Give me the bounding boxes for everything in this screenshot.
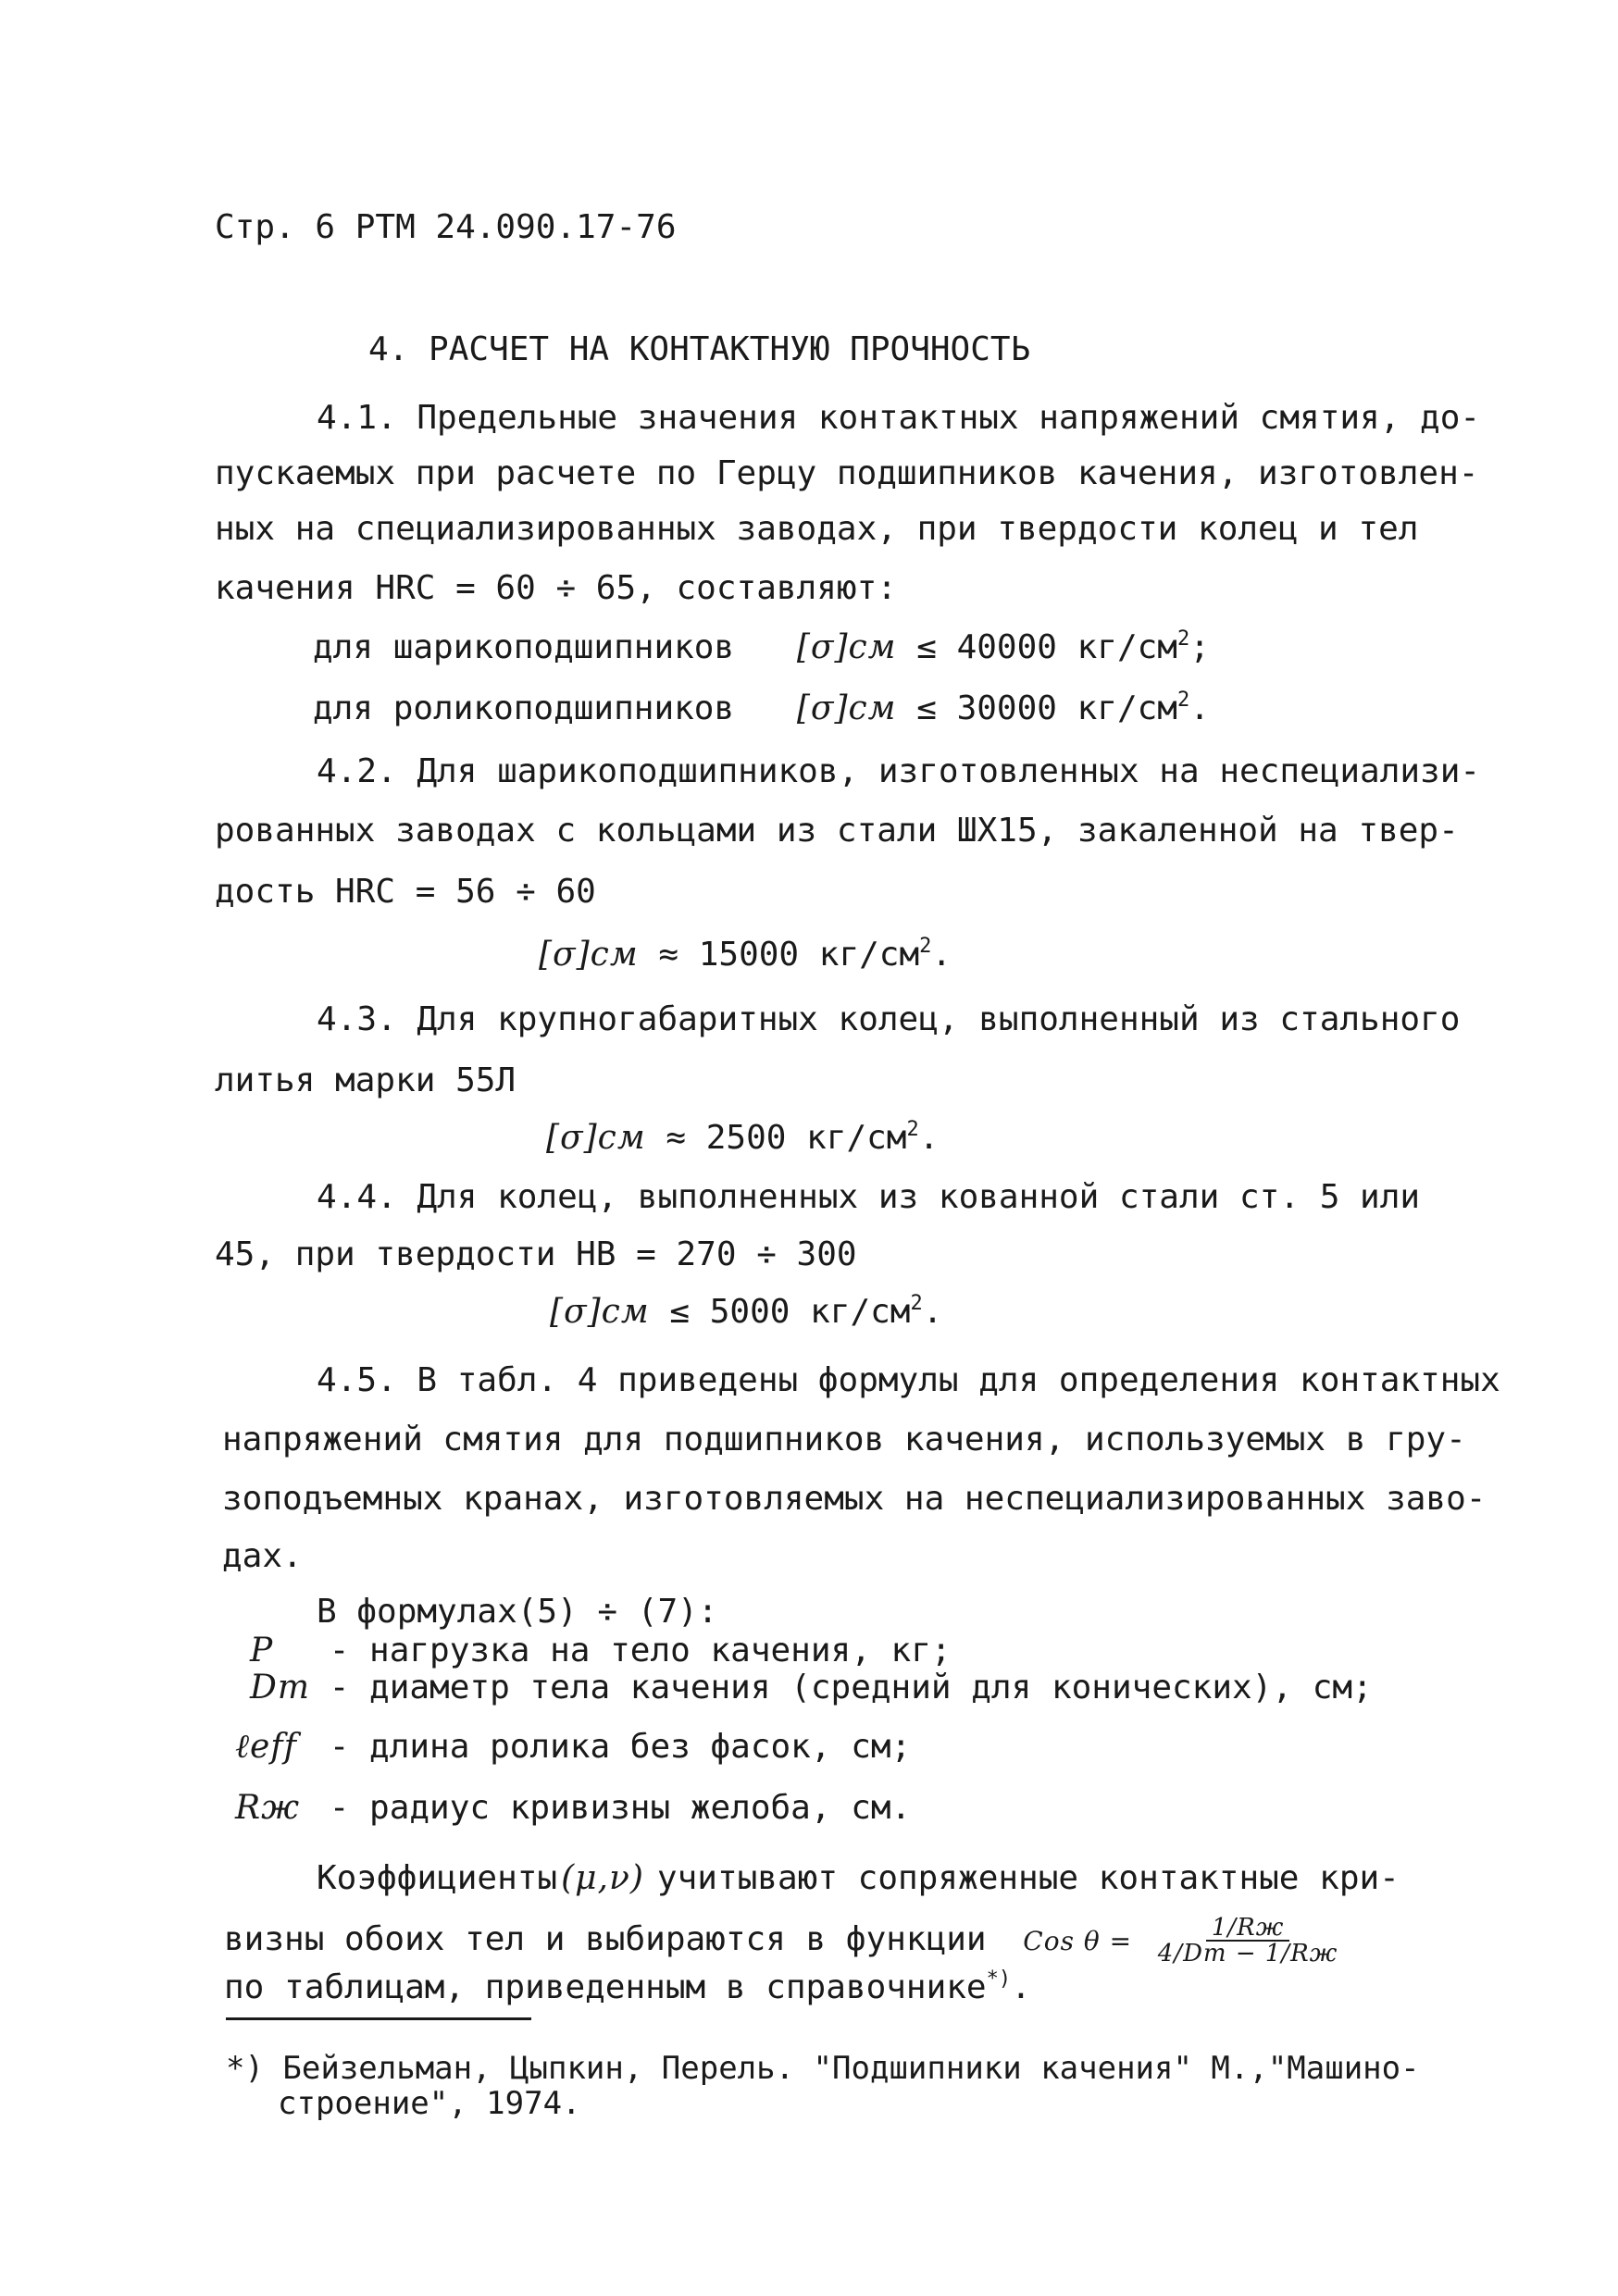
cos-label: Cos θ = [1023,1926,1133,1956]
roller-symbol: [σ]см [796,689,897,727]
ball-end: ; [1189,628,1210,666]
p44-line2: 45, при твердости HB = 270 ÷ 300 [215,1235,857,1273]
coef-line2-text: визны обоих тел и выбираются в функции [224,1920,987,1958]
def-radius-text: - радиус кривизны желоба, см. [329,1789,912,1827]
footnote-marker: *) [986,1967,1012,1991]
def-diameter-text: - диаметр тела качения (средний для конических), см; [329,1669,1373,1706]
def-length [235,1728,912,1766]
cos-numerator: 1/Rж [1206,1916,1289,1942]
p45-line2: напряжений смятия для подшипников качения, используемых в гру- [222,1421,1466,1458]
p44-symbol: [σ]см [550,1293,650,1331]
p42-value: ≈ 15000 кг/см [658,936,920,974]
p44-exp: 2 [910,1292,923,1315]
p44-formula [550,1294,942,1329]
p42-line1: 4.2. Для шарикоподшипников, изготовленных на неспециализи- [317,752,1481,790]
p44-end: . [922,1293,943,1331]
p45-line3: зоподъемных кранах, изготовляемых на неспециализированных заво- [222,1480,1487,1518]
p45-line1: 4.5. В табл. 4 приведены формулы для определения контактных [317,1361,1500,1399]
p44-value: ≤ 5000 кг/см [669,1293,911,1331]
coef-end: . [1011,1968,1031,2006]
ball-exp: 2 [1176,627,1190,651]
p42-line2: рованных заводах с кольцами из стали ШХ15, закаленной на твер- [215,812,1459,850]
p43-line2: литья марки 55Л [215,1061,517,1099]
def-radius [235,1789,912,1827]
def-diameter-symbol: Dт [250,1669,310,1706]
p43-exp: 2 [906,1118,919,1141]
coef-line2 [224,1916,1343,1966]
footnote-line2: строение", 1974. [278,2085,581,2122]
ball-label: для шарикоподшипников [313,628,735,666]
roller-bearing-formula [313,690,1210,726]
roller-exp: 2 [1176,689,1190,712]
p41-line3: ных на специализированных заводах, при твердости колец и тел [215,510,1419,548]
coef-line1 [317,1859,1400,1897]
formulas-intro: В формулах(5) ÷ (7): [317,1593,718,1631]
coef-text: учитывают сопряженные контактные кри- [656,1859,1400,1897]
footnote-line1: *) Бейзельман, Цыпкин, Перель. "Подшипники качения" М.,"Машино- [226,2050,1420,2087]
p43-symbol: [σ]см [546,1119,646,1157]
p44-line1: 4.4. Для колец, выполненных из кованной стали ст. 5 или [317,1178,1421,1216]
roller-label: для роликоподшипников [313,689,735,727]
p43-formula [546,1120,939,1155]
p42-formula [539,937,952,972]
coef-symbol: (μ,ν) [561,1859,644,1897]
footnote-rule [226,2017,531,2020]
def-diameter [250,1671,1373,1705]
coef-line3 [224,1969,1031,2004]
coef-label: Коэффициенты [317,1859,558,1897]
coef-line3-text: по таблицам, приведенным в справочнике [224,1968,987,2006]
def-radius-symbol: Rж [235,1789,301,1827]
p45-line4: дах. [222,1537,303,1575]
p43-line1: 4.3. Для крупногабаритных колец, выполненный из стального [317,1000,1461,1038]
cos-denominator: 4/Dт − 1/Rж [1157,1940,1338,1967]
ball-symbol: [σ]см [796,628,897,666]
section-title: 4. РАСЧЕТ НА КОНТАКТНУЮ ПРОЧНОСТЬ [368,330,1031,368]
roller-value: ≤ 30000 кг/см [916,689,1177,727]
p41-line1: 4.1. Предельные значения контактных напряжений смятия, до- [317,399,1481,437]
def-length-symbol: ℓeff [235,1728,297,1766]
page-header: Стр. 6 РТМ 24.090.17-76 [215,208,677,246]
def-load [250,1634,952,1668]
p43-end: . [918,1119,940,1157]
roller-end: . [1189,689,1210,727]
def-length-text: - длина ролика без фасок, см; [329,1728,912,1766]
def-load-symbol: P [250,1632,274,1669]
def-load-text: - нагрузка на тело качения, кг; [329,1632,952,1669]
ball-value: ≤ 40000 кг/см [916,628,1177,666]
p42-symbol: [σ]см [539,936,639,974]
p41-line4: качения HRC = 60 ÷ 65, составляют: [215,569,897,607]
p41-line2: пускаемых при расчете по Герцу подшипников качения, изготовлен- [215,454,1479,492]
cos-fraction [1152,1916,1344,1966]
p43-value: ≈ 2500 кг/см [666,1119,907,1157]
p42-end: . [931,936,952,974]
p42-line3: дость HRC = 56 ÷ 60 [215,873,596,911]
p42-exp: 2 [919,935,932,958]
ball-bearing-formula [313,629,1210,664]
